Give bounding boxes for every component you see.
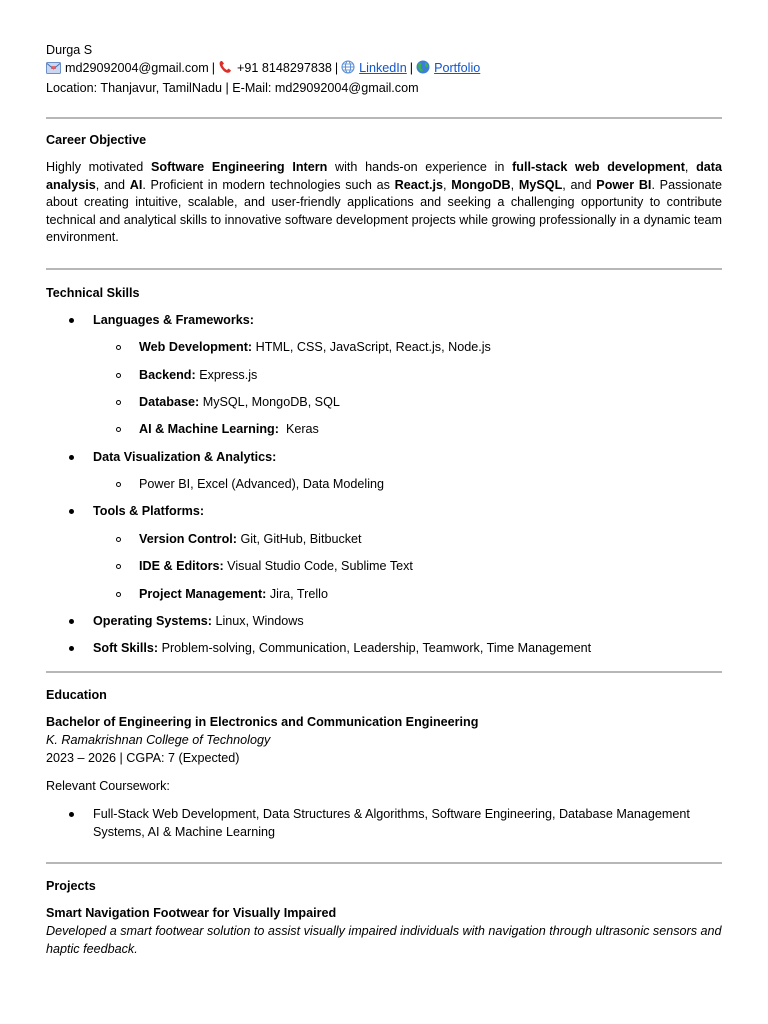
list-item: Backend: Express.js <box>46 366 722 384</box>
list-item: Operating Systems: Linux, Windows <box>46 612 722 630</box>
list-item: IDE & Editors: Visual Studio Code, Sublime Text <box>46 557 722 575</box>
career-objective-text: Highly motivated Software Engineering Intern with hands-on experience in full-stack web development, data analysis, and AI. Proficient in modern technologies such as React.js, MongoDB, MySQL, and Power BI. Passionate about creating intuitive, scalable, and user-friendly applications and seeking a challenging opportunity to contribute technical and analytical skills to innovative software development projects while growing professionally in a dynamic team environment. <box>46 160 723 244</box>
contact-line: md29092004@gmail.com | +91 8148297838 | LinkedIn | Portfolio <box>46 59 722 79</box>
college-name: K. Ramakrishnan College of Technology <box>46 733 271 747</box>
earth-icon <box>416 60 430 79</box>
list-item: Full-Stack Web Development, Data Structures & Algorithms, Software Engineering, Database Management Systems, AI & Machine Learning <box>46 805 722 841</box>
list-item: Languages & Frameworks: <box>46 311 722 329</box>
divider <box>46 671 722 673</box>
list-item: Project Management: Jira, Trello <box>46 585 722 603</box>
education-years: 2023 – 2026 | CGPA: 7 (Expected) <box>46 751 240 765</box>
list-item: Data Visualization & Analytics: <box>46 448 722 466</box>
technical-skills-heading: Technical Skills <box>46 285 140 300</box>
resume-page <box>46 41 722 958</box>
project-title: Smart Navigation Footwear for Visually Impaired <box>46 906 337 920</box>
globe-icon <box>341 60 355 79</box>
list-item: AI & Machine Learning: Keras <box>46 420 722 438</box>
divider <box>46 117 722 119</box>
education-heading: Education <box>46 688 107 702</box>
project-description: Developed a smart footwear solution to assist visually impaired individuals with navigation through ultrasonic sensors and haptic feedback. <box>46 924 722 956</box>
list-item: Database: MySQL, MongoDB, SQL <box>46 393 722 411</box>
list-item: Tools & Platforms: <box>46 502 722 520</box>
coursework-label: Relevant Coursework: <box>46 779 170 793</box>
list-item: Soft Skills: Problem-solving, Communication, Leadership, Teamwork, Time Management <box>46 639 722 657</box>
list-item: Version Control: Git, GitHub, Bitbucket <box>46 530 722 548</box>
location-line: Location: Thanjavur, TamilNadu | E-Mail: md29092004@gmail.com <box>46 81 419 95</box>
projects-heading: Projects <box>46 879 96 893</box>
career-objective-heading: Career Objective <box>46 133 147 147</box>
contact-phone: +91 8148297838 <box>236 61 332 75</box>
divider <box>46 268 722 270</box>
linkedin-link[interactable]: LinkedIn <box>359 61 407 75</box>
contact-email: md29092004@gmail.com <box>65 61 209 75</box>
divider <box>46 862 722 864</box>
list-item: Web Development: HTML, CSS, JavaScript, React.js, Node.js <box>46 338 722 356</box>
portfolio-link[interactable]: Portfolio <box>434 61 481 75</box>
phone-icon <box>218 60 233 79</box>
candidate-name: Durga S <box>46 43 93 57</box>
email-icon <box>46 61 61 79</box>
degree-title: Bachelor of Engineering in Electronics and Communication Engineering <box>46 715 479 729</box>
list-item: Power BI, Excel (Advanced), Data Modeling <box>46 475 722 493</box>
